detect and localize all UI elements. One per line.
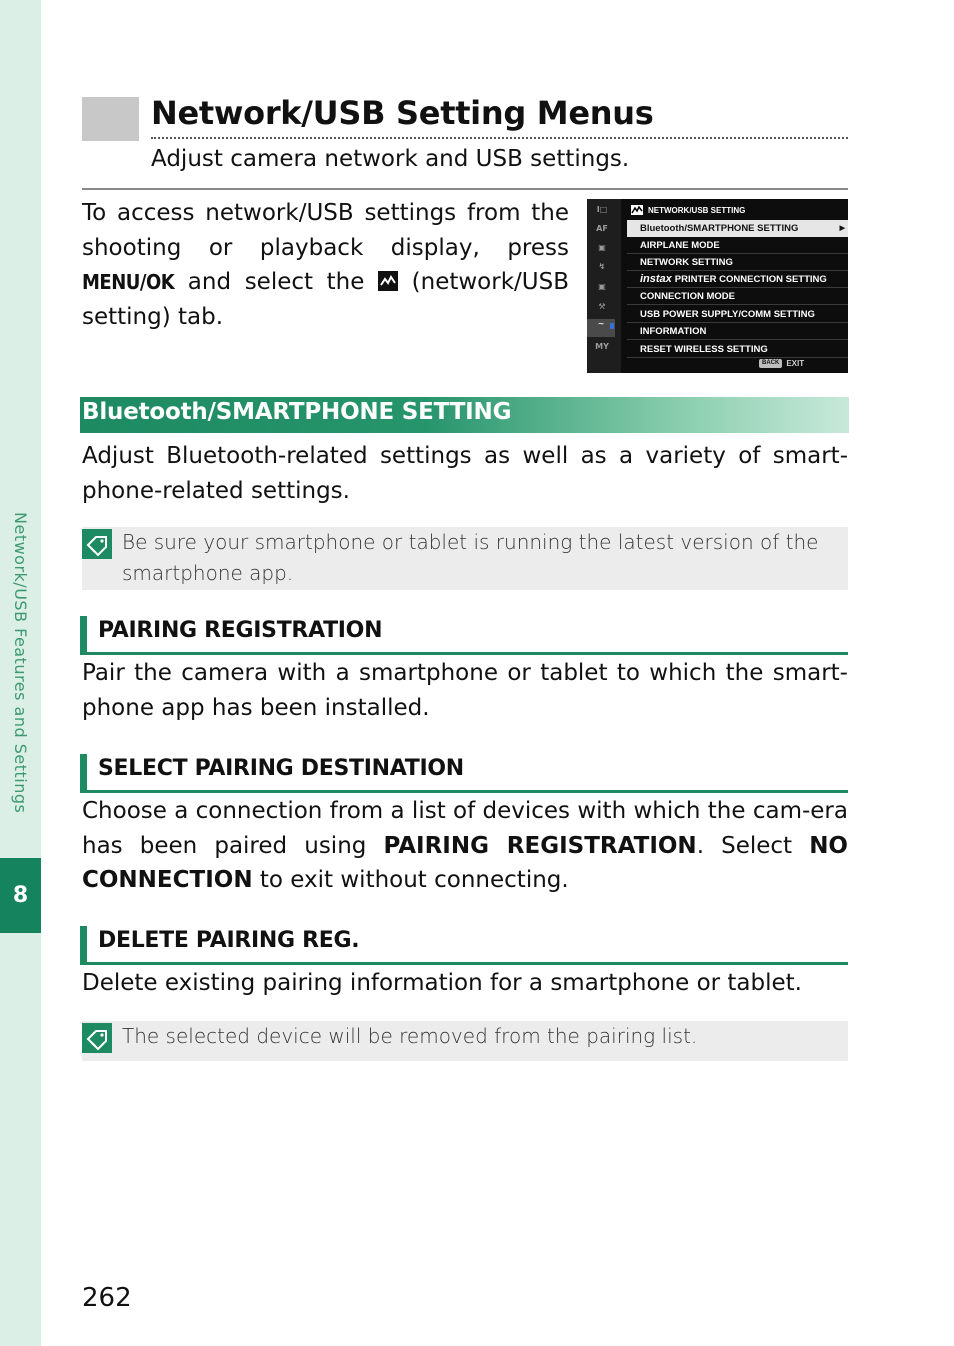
pairing-registration-text: Pair the camera with a smartphone or tablet to which the smart-phone app has been installed. <box>82 660 848 721</box>
pairing-registration-ref: PAIRING REGISTRATION <box>383 832 697 859</box>
header-rule <box>82 188 848 190</box>
subheading-select-pairing-destination <box>80 754 848 793</box>
page-number: 262 <box>82 1283 132 1313</box>
chapter-number-tab: 8 <box>0 858 41 933</box>
movie-icon: ▣ <box>598 282 606 291</box>
active-tab-marker <box>610 323 614 329</box>
my-menu-icon: MY <box>595 342 609 351</box>
cam-row-usb-power <box>627 306 848 323</box>
section-heading-bar <box>80 397 849 433</box>
section-heading: Bluetooth/SMARTPHONE SETTING <box>82 399 512 425</box>
cam-row-network <box>627 254 848 271</box>
subheading-marker <box>80 754 87 790</box>
select-pairing-text-3: to exit without connecting. <box>252 867 569 893</box>
title-dotted-rule <box>151 137 848 139</box>
chapter-side-label: Network/USB Features and Settings <box>11 512 30 814</box>
network-icon: ∼ <box>587 319 615 337</box>
back-button-glyph: BACK <box>759 359 782 368</box>
cam-row-label: CONNECTION MODE <box>640 291 735 302</box>
intro-text-2: and select the <box>174 269 379 295</box>
cam-row-printer <box>627 271 848 288</box>
wrench-icon: ⚒ <box>598 302 606 311</box>
cam-row-label: PRINTER CONNECTION SETTING <box>674 274 827 285</box>
no-connection-ref: NO CONNECTION <box>82 832 848 893</box>
cam-row-label: INFORMATION <box>640 326 707 337</box>
select-pairing-text <box>82 794 848 898</box>
section-description: Adjust Bluetooth-related settings as well as a variety of smart-phone-related settings. <box>82 443 848 504</box>
network-header-icon <box>631 205 643 215</box>
exit-label: EXIT <box>786 359 805 368</box>
flash-icon: ↯ <box>598 262 606 271</box>
select-pairing-text-2: . Select <box>696 832 810 859</box>
menu-ok-key: MENU/OK <box>82 270 175 294</box>
page-title: Network/USB Setting Menus <box>151 94 654 132</box>
note-text-1: Be sure your smartphone or tablet is running the latest version of the smartphone app. <box>122 530 819 585</box>
cam-row-label: NETWORK SETTING <box>640 257 733 268</box>
intro-text-3: (network/USB setting) tab. <box>82 269 569 330</box>
title-marker <box>82 97 139 141</box>
cam-row-information <box>627 323 848 340</box>
subheading-label: PAIRING REGISTRATION <box>98 618 383 643</box>
camera-icon: ▣ <box>598 243 606 252</box>
cam-row-label: RESET WIRELESS SETTING <box>640 344 768 355</box>
cam-row-connection-mode <box>627 288 848 305</box>
cam-row-airplane <box>627 237 848 254</box>
cam-row-reset-wireless <box>627 341 848 358</box>
note-icon <box>82 1023 112 1053</box>
subheading-marker <box>80 616 87 652</box>
cam-row-label: AIRPLANE MODE <box>640 240 720 251</box>
camera-menu-footer <box>759 359 804 368</box>
network-usb-tab-icon <box>378 271 398 291</box>
camera-menu-title: NETWORK/USB SETTING <box>648 205 746 215</box>
subheading-delete-pairing-reg <box>80 926 848 965</box>
note-box-2 <box>82 1021 848 1061</box>
instax-logo: instax <box>640 273 672 285</box>
note-text-2: The selected device will be removed from the pairing list. <box>122 1024 698 1048</box>
af-mf-icon: AF <box>596 224 608 233</box>
cam-row-bluetooth <box>627 220 848 237</box>
select-pairing-text-1: Choose a connection from a list of devices with which the cam-era has been paired using <box>82 798 848 859</box>
cam-row-label: Bluetooth/SMARTPHONE SETTING <box>640 223 799 234</box>
camera-menu-header <box>631 203 745 217</box>
iq-icon: I□ <box>596 205 608 214</box>
intro-paragraph <box>82 196 569 334</box>
camera-menu-screenshot <box>587 199 848 373</box>
subheading-pairing-registration <box>80 616 848 655</box>
chevron-right-icon: ▶ <box>839 225 845 232</box>
cam-row-label: USB POWER SUPPLY/COMM SETTING <box>640 309 815 320</box>
subheading-label: SELECT PAIRING DESTINATION <box>98 756 464 781</box>
note-icon <box>82 529 112 559</box>
delete-pairing-text: Delete existing pairing information for a smartphone or tablet. <box>82 970 802 996</box>
intro-text-1: To access network/USB settings from the shooting or playback display, press <box>82 200 569 261</box>
subheading-marker <box>80 926 87 962</box>
subheading-label: DELETE PAIRING REG. <box>98 928 360 953</box>
page-subtitle: Adjust camera network and USB settings. <box>151 146 630 172</box>
note-box-1 <box>82 527 848 590</box>
